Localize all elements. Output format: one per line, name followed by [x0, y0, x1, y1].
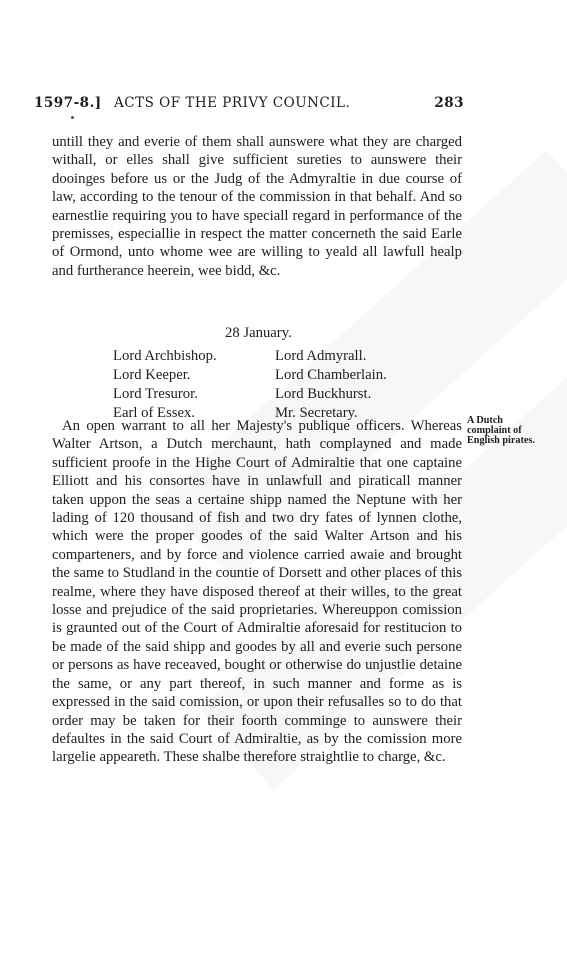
- attendee-name: Lord Tresuror.: [113, 386, 198, 402]
- running-head-year: 1597-8.]: [34, 95, 102, 111]
- attendee-name: Lord Chamberlain.: [275, 367, 387, 383]
- paragraph-1: untill they and everie of them shall aunswere what they are charged withall, or elles shall give sufficient sureties to aunswere their dooinges before us or the Judg of the Admyraltie in due course of law, according to the tenour of the commission in that behalf. And so earnestlie requiring you to have speciall regard in performance of the premisses, especiallie in respect the matter concerneth the said Earle of Ormond, unto whome wee are willing to yeald all lawfull healp and furtherance heerein, wee bidd, &c.: [52, 134, 462, 279]
- paragraph-2: An open warrant to all her Majesty's publique officers. Whereas Walter Artson, a Dutch merchaunt, hath complayned and made sufficient proofe in the Highe Court of Admiraltie that one captaine Elliott and his consortes have in unlawfull and piraticall manner taken uppon the seas a certaine shipp named the Neptune with her lading of 120 thousand of fish and two dry fates of lynnen clothe, which were the proper goodes of the said Walter Artson and his comparteners, and by force and violence carried awaie and brought the same to Studland in the countie of Dorsett and other places of this realme, where they have disposed thereof at their willes, to the great losse and prejudice of the said proprietaries. Whereuppon comission is graunted out of the Court of Admiraltie aforesaid for restitucion to be made of the said shipp and goodes by all and everie such persone or persons as have receaved, bought or otherwise do unjustlie detaine the same, or any part thereof, in such manner and forme as is expressed in the said comission, or upon their refusalles so to do that order may be taken for their foorth comminge to aunswere their defaultes in the said Court of Admiraltie, as by the comission more largelie appeareth. These shalbe therefore straightlie to charge, &c.: [52, 418, 462, 766]
- running-head-title: ACTS OF THE PRIVY COUNCIL.: [114, 95, 351, 111]
- print-speck: [71, 116, 74, 119]
- attendee-name: Lord Archbishop.: [113, 348, 217, 364]
- attendee-name: Lord Buckhurst.: [275, 386, 372, 402]
- meeting-date: 28 January.: [225, 325, 292, 341]
- attendee-name: Lord Keeper.: [113, 367, 191, 383]
- attendee-name: Earl of Essex.: [113, 405, 195, 421]
- attendee-name: Lord Admyrall.: [275, 348, 367, 364]
- margin-note: A Dutch complaint of English pirates.: [467, 415, 535, 446]
- attendee-name: Mr. Secretary.: [275, 405, 358, 421]
- page-number: 283: [434, 95, 464, 111]
